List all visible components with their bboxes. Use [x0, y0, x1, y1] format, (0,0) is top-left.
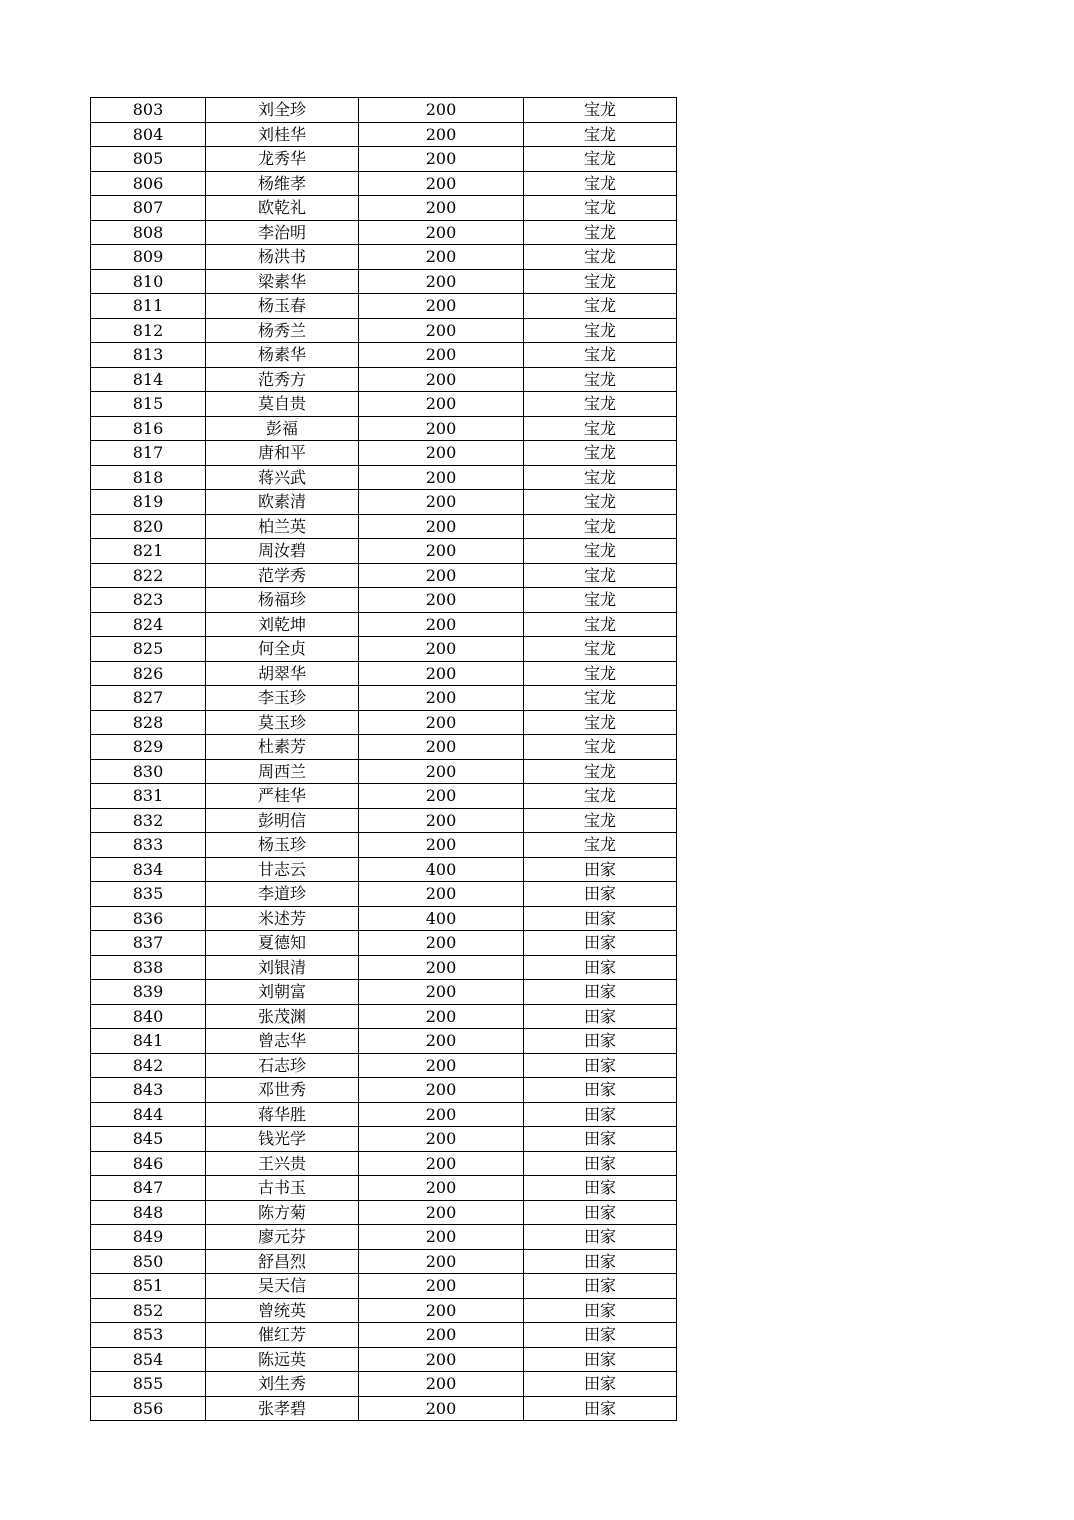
cell-number: 811: [91, 294, 206, 319]
cell-number: 820: [91, 514, 206, 539]
cell-name: 杜素芳: [206, 735, 359, 760]
cell-name: 欧素清: [206, 490, 359, 515]
cell-name: 杨维孝: [206, 171, 359, 196]
cell-amount: 200: [359, 1249, 524, 1274]
cell-village: 宝龙: [524, 416, 677, 441]
table-row: [91, 1127, 677, 1152]
table-row: [91, 710, 677, 735]
cell-name: 米述芳: [206, 906, 359, 931]
table-row: [91, 122, 677, 147]
cell-amount: 200: [359, 759, 524, 784]
cell-number: 815: [91, 392, 206, 417]
cell-amount: 200: [359, 1298, 524, 1323]
table-row: [91, 245, 677, 270]
table-row: [91, 1029, 677, 1054]
cell-amount: 200: [359, 318, 524, 343]
cell-number: 845: [91, 1127, 206, 1152]
cell-name: 刘桂华: [206, 122, 359, 147]
cell-number: 842: [91, 1053, 206, 1078]
cell-number: 846: [91, 1151, 206, 1176]
cell-amount: 200: [359, 220, 524, 245]
cell-name: 胡翠华: [206, 661, 359, 686]
cell-number: 827: [91, 686, 206, 711]
table-row: [91, 661, 677, 686]
cell-amount: 200: [359, 1029, 524, 1054]
cell-number: 835: [91, 882, 206, 907]
cell-village: 宝龙: [524, 122, 677, 147]
cell-village: 田家: [524, 1249, 677, 1274]
cell-name: 舒昌烈: [206, 1249, 359, 1274]
cell-number: 836: [91, 906, 206, 931]
cell-name: 李玉珍: [206, 686, 359, 711]
cell-village: 宝龙: [524, 759, 677, 784]
table-row: [91, 563, 677, 588]
cell-number: 844: [91, 1102, 206, 1127]
cell-name: 陈远英: [206, 1347, 359, 1372]
cell-name: 梁素华: [206, 269, 359, 294]
cell-amount: 200: [359, 343, 524, 368]
cell-amount: 200: [359, 882, 524, 907]
cell-number: 833: [91, 833, 206, 858]
cell-amount: 200: [359, 269, 524, 294]
cell-amount: 200: [359, 1176, 524, 1201]
cell-name: 莫玉珍: [206, 710, 359, 735]
table-row: [91, 367, 677, 392]
cell-number: 803: [91, 98, 206, 123]
cell-number: 807: [91, 196, 206, 221]
cell-village: 田家: [524, 1274, 677, 1299]
cell-village: 宝龙: [524, 171, 677, 196]
cell-number: 824: [91, 612, 206, 637]
cell-name: 何全贞: [206, 637, 359, 662]
cell-number: 831: [91, 784, 206, 809]
table-row: [91, 686, 677, 711]
cell-number: 806: [91, 171, 206, 196]
cell-number: 843: [91, 1078, 206, 1103]
cell-amount: 200: [359, 980, 524, 1005]
cell-village: 田家: [524, 980, 677, 1005]
cell-village: 田家: [524, 955, 677, 980]
cell-village: 宝龙: [524, 833, 677, 858]
table-row: [91, 906, 677, 931]
cell-number: 854: [91, 1347, 206, 1372]
cell-amount: 200: [359, 1200, 524, 1225]
cell-amount: 200: [359, 171, 524, 196]
cell-village: 宝龙: [524, 465, 677, 490]
table-row: [91, 1200, 677, 1225]
cell-amount: 200: [359, 490, 524, 515]
table-row: [91, 220, 677, 245]
table-row: [91, 343, 677, 368]
cell-village: 宝龙: [524, 147, 677, 172]
cell-name: 刘全珍: [206, 98, 359, 123]
cell-amount: 200: [359, 441, 524, 466]
table-row: [91, 931, 677, 956]
cell-amount: 200: [359, 1151, 524, 1176]
cell-number: 823: [91, 588, 206, 613]
cell-name: 彭明信: [206, 808, 359, 833]
cell-name: 杨玉春: [206, 294, 359, 319]
cell-number: 829: [91, 735, 206, 760]
table-row: [91, 1323, 677, 1348]
cell-village: 田家: [524, 1347, 677, 1372]
cell-name: 李治明: [206, 220, 359, 245]
table-row: [91, 1151, 677, 1176]
cell-village: 田家: [524, 1004, 677, 1029]
cell-name: 曾志华: [206, 1029, 359, 1054]
table-row: [91, 1396, 677, 1421]
table-row: [91, 980, 677, 1005]
cell-village: 宝龙: [524, 220, 677, 245]
cell-number: 841: [91, 1029, 206, 1054]
cell-amount: 200: [359, 1127, 524, 1152]
cell-number: 818: [91, 465, 206, 490]
cell-amount: 200: [359, 955, 524, 980]
cell-amount: 200: [359, 416, 524, 441]
cell-amount: 200: [359, 245, 524, 270]
table-row: [91, 955, 677, 980]
cell-number: 814: [91, 367, 206, 392]
table-row: [91, 759, 677, 784]
cell-village: 宝龙: [524, 686, 677, 711]
cell-number: 847: [91, 1176, 206, 1201]
cell-amount: 200: [359, 1396, 524, 1421]
table-row: [91, 392, 677, 417]
cell-name: 催红芳: [206, 1323, 359, 1348]
cell-number: 852: [91, 1298, 206, 1323]
cell-number: 819: [91, 490, 206, 515]
cell-number: 821: [91, 539, 206, 564]
cell-amount: 200: [359, 735, 524, 760]
cell-name: 周西兰: [206, 759, 359, 784]
cell-amount: 200: [359, 588, 524, 613]
cell-name: 吴天信: [206, 1274, 359, 1299]
table-row: [91, 171, 677, 196]
cell-number: 822: [91, 563, 206, 588]
table-row: [91, 588, 677, 613]
cell-number: 817: [91, 441, 206, 466]
table-row: [91, 1176, 677, 1201]
cell-number: 813: [91, 343, 206, 368]
cell-number: 825: [91, 637, 206, 662]
table-row: [91, 1225, 677, 1250]
table-row: [91, 465, 677, 490]
table-row: [91, 416, 677, 441]
cell-village: 田家: [524, 1176, 677, 1201]
cell-number: 838: [91, 955, 206, 980]
cell-name: 杨玉珍: [206, 833, 359, 858]
cell-name: 莫自贵: [206, 392, 359, 417]
cell-name: 夏德知: [206, 931, 359, 956]
cell-amount: 200: [359, 539, 524, 564]
cell-name: 张孝碧: [206, 1396, 359, 1421]
cell-amount: 200: [359, 1372, 524, 1397]
cell-name: 王兴贵: [206, 1151, 359, 1176]
table-row: [91, 147, 677, 172]
cell-name: 刘朝富: [206, 980, 359, 1005]
cell-village: 宝龙: [524, 612, 677, 637]
cell-village: 田家: [524, 1053, 677, 1078]
cell-number: 816: [91, 416, 206, 441]
cell-name: 范秀方: [206, 367, 359, 392]
cell-number: 840: [91, 1004, 206, 1029]
cell-village: 宝龙: [524, 637, 677, 662]
cell-number: 848: [91, 1200, 206, 1225]
cell-number: 805: [91, 147, 206, 172]
cell-name: 蒋兴武: [206, 465, 359, 490]
cell-number: 839: [91, 980, 206, 1005]
cell-village: 宝龙: [524, 245, 677, 270]
cell-village: 田家: [524, 1225, 677, 1250]
table-row: [91, 318, 677, 343]
cell-village: 宝龙: [524, 367, 677, 392]
cell-number: 834: [91, 857, 206, 882]
cell-number: 851: [91, 1274, 206, 1299]
cell-amount: 200: [359, 1323, 524, 1348]
table-row: [91, 1249, 677, 1274]
cell-village: 田家: [524, 1102, 677, 1127]
cell-village: 宝龙: [524, 784, 677, 809]
cell-amount: 200: [359, 1274, 524, 1299]
cell-name: 邓世秀: [206, 1078, 359, 1103]
cell-name: 钱光学: [206, 1127, 359, 1152]
cell-village: 田家: [524, 1298, 677, 1323]
cell-amount: 200: [359, 833, 524, 858]
table-row: [91, 882, 677, 907]
cell-number: 804: [91, 122, 206, 147]
table-row: [91, 1053, 677, 1078]
cell-amount: 200: [359, 637, 524, 662]
cell-village: 田家: [524, 1323, 677, 1348]
cell-village: 田家: [524, 882, 677, 907]
cell-name: 范学秀: [206, 563, 359, 588]
cell-village: 田家: [524, 857, 677, 882]
cell-amount: 200: [359, 1078, 524, 1103]
table-row: [91, 1347, 677, 1372]
cell-number: 832: [91, 808, 206, 833]
cell-name: 甘志云: [206, 857, 359, 882]
cell-amount: 200: [359, 1347, 524, 1372]
table-row: [91, 1298, 677, 1323]
cell-village: 宝龙: [524, 588, 677, 613]
cell-village: 宝龙: [524, 490, 677, 515]
cell-amount: 200: [359, 1102, 524, 1127]
cell-village: 宝龙: [524, 294, 677, 319]
cell-name: 刘生秀: [206, 1372, 359, 1397]
cell-amount: 200: [359, 147, 524, 172]
cell-amount: 200: [359, 563, 524, 588]
cell-name: 杨秀兰: [206, 318, 359, 343]
table-row: [91, 490, 677, 515]
data-table: [90, 97, 677, 1421]
cell-village: 宝龙: [524, 539, 677, 564]
cell-village: 宝龙: [524, 661, 677, 686]
cell-village: 宝龙: [524, 392, 677, 417]
cell-amount: 200: [359, 196, 524, 221]
cell-village: 田家: [524, 1396, 677, 1421]
cell-name: 刘乾坤: [206, 612, 359, 637]
cell-name: 严桂华: [206, 784, 359, 809]
cell-name: 刘银清: [206, 955, 359, 980]
table-row: [91, 1274, 677, 1299]
table-row: [91, 833, 677, 858]
cell-name: 张茂渊: [206, 1004, 359, 1029]
cell-name: 欧乾礼: [206, 196, 359, 221]
cell-village: 田家: [524, 1029, 677, 1054]
cell-amount: 200: [359, 808, 524, 833]
cell-amount: 400: [359, 906, 524, 931]
cell-amount: 400: [359, 857, 524, 882]
cell-amount: 200: [359, 465, 524, 490]
cell-number: 826: [91, 661, 206, 686]
cell-village: 宝龙: [524, 98, 677, 123]
cell-amount: 200: [359, 392, 524, 417]
cell-amount: 200: [359, 784, 524, 809]
cell-number: 828: [91, 710, 206, 735]
cell-amount: 200: [359, 612, 524, 637]
cell-amount: 200: [359, 294, 524, 319]
table-row: [91, 735, 677, 760]
table-row: [91, 808, 677, 833]
table-row: [91, 539, 677, 564]
table-row: [91, 1078, 677, 1103]
cell-name: 廖元芬: [206, 1225, 359, 1250]
cell-village: 田家: [524, 1127, 677, 1152]
table-body: [91, 98, 677, 1421]
cell-village: 宝龙: [524, 343, 677, 368]
cell-name: 唐和平: [206, 441, 359, 466]
cell-name: 古书玉: [206, 1176, 359, 1201]
cell-village: 田家: [524, 1372, 677, 1397]
table-row: [91, 1102, 677, 1127]
cell-number: 837: [91, 931, 206, 956]
cell-village: 田家: [524, 931, 677, 956]
cell-village: 宝龙: [524, 196, 677, 221]
cell-village: 宝龙: [524, 318, 677, 343]
table-row: [91, 784, 677, 809]
table-row: [91, 1004, 677, 1029]
table-row: [91, 294, 677, 319]
cell-amount: 200: [359, 686, 524, 711]
cell-name: 石志珍: [206, 1053, 359, 1078]
cell-name: 杨素华: [206, 343, 359, 368]
cell-name: 龙秀华: [206, 147, 359, 172]
cell-name: 柏兰英: [206, 514, 359, 539]
cell-name: 杨福珍: [206, 588, 359, 613]
cell-name: 曾统英: [206, 1298, 359, 1323]
cell-village: 田家: [524, 906, 677, 931]
cell-village: 宝龙: [524, 563, 677, 588]
cell-amount: 200: [359, 661, 524, 686]
cell-amount: 200: [359, 710, 524, 735]
table-row: [91, 269, 677, 294]
cell-name: 彭福: [206, 416, 359, 441]
cell-number: 812: [91, 318, 206, 343]
cell-number: 808: [91, 220, 206, 245]
cell-amount: 200: [359, 1004, 524, 1029]
cell-village: 田家: [524, 1078, 677, 1103]
cell-village: 田家: [524, 1200, 677, 1225]
cell-number: 810: [91, 269, 206, 294]
cell-amount: 200: [359, 514, 524, 539]
table-row: [91, 857, 677, 882]
cell-village: 宝龙: [524, 710, 677, 735]
cell-amount: 200: [359, 931, 524, 956]
cell-number: 855: [91, 1372, 206, 1397]
cell-village: 田家: [524, 1151, 677, 1176]
table-row: [91, 514, 677, 539]
cell-village: 宝龙: [524, 269, 677, 294]
cell-village: 宝龙: [524, 441, 677, 466]
table-row: [91, 1372, 677, 1397]
table-row: [91, 196, 677, 221]
cell-amount: 200: [359, 122, 524, 147]
table-row: [91, 98, 677, 123]
cell-amount: 200: [359, 367, 524, 392]
cell-name: 蒋华胜: [206, 1102, 359, 1127]
cell-number: 830: [91, 759, 206, 784]
cell-village: 宝龙: [524, 514, 677, 539]
cell-village: 宝龙: [524, 808, 677, 833]
cell-number: 849: [91, 1225, 206, 1250]
cell-amount: 200: [359, 1225, 524, 1250]
table-row: [91, 612, 677, 637]
cell-number: 809: [91, 245, 206, 270]
cell-name: 杨洪书: [206, 245, 359, 270]
cell-number: 856: [91, 1396, 206, 1421]
table-row: [91, 441, 677, 466]
cell-village: 宝龙: [524, 735, 677, 760]
cell-amount: 200: [359, 98, 524, 123]
cell-number: 850: [91, 1249, 206, 1274]
cell-amount: 200: [359, 1053, 524, 1078]
cell-name: 周汝碧: [206, 539, 359, 564]
cell-name: 李道珍: [206, 882, 359, 907]
cell-number: 853: [91, 1323, 206, 1348]
table-row: [91, 637, 677, 662]
cell-name: 陈方菊: [206, 1200, 359, 1225]
